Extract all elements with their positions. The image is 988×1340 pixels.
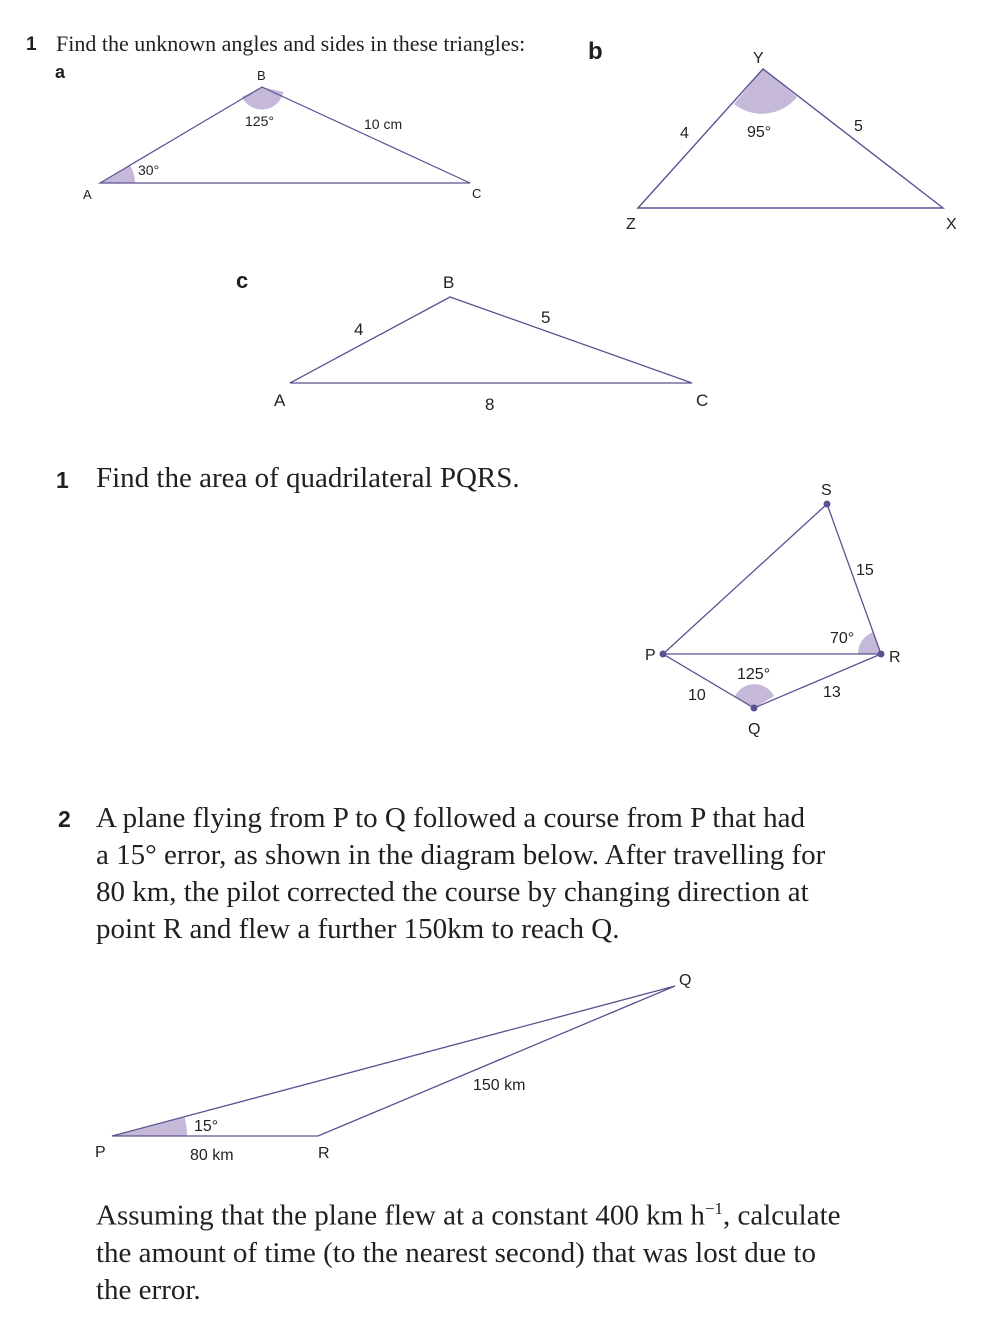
quad-vertex-r: R — [889, 649, 901, 666]
question-2-line-2: a 15° error, as shown in the diagram below. After travelling for — [96, 839, 826, 871]
triangle-c-side-bc-label: 5 — [541, 308, 551, 327]
triangle-a-side-bc-label: 10 cm — [364, 116, 403, 132]
triangle-c-vertex-c: C — [696, 391, 709, 410]
triangle-b-side-zy-label: 4 — [680, 125, 689, 142]
triangle-b-vertex-y: Y — [753, 50, 764, 67]
triangle-c-vertex-b: B — [443, 273, 455, 292]
followup-line-1-end: , calculate — [722, 1199, 841, 1232]
question-2-number: 2 — [58, 806, 71, 832]
question-2-line-4: point R and flew a further 150km to reach Q. — [96, 913, 620, 945]
triangle-a-diagram — [83, 68, 481, 202]
triangle-b-side-yx-label: 5 — [854, 118, 863, 135]
quad-point-q — [751, 705, 758, 712]
quad-vertex-p: P — [645, 647, 656, 664]
triangle-a-vertex-c: C — [472, 186, 482, 201]
triangle-c-side-ac-label: 8 — [485, 395, 495, 414]
quad-side-pq-label: 10 — [688, 687, 706, 704]
part-b-label: b — [588, 38, 603, 65]
quad-point-s — [824, 501, 831, 508]
quad-angle-q-marker — [735, 684, 774, 708]
quad-point-p — [660, 651, 667, 658]
flight-vertex-p: P — [95, 1144, 106, 1161]
triangle-c-outline — [290, 297, 692, 383]
question-1b-prompt: Find the area of quadrilateral PQRS. — [96, 462, 520, 494]
question-2-text — [96, 800, 825, 948]
question-1-prompt: Find the unknown angles and sides in these triangles: — [56, 31, 526, 56]
quad-vertex-s: S — [821, 482, 832, 499]
triangle-a-angle-a-label: 30° — [138, 162, 160, 178]
triangle-c-side-ab-label: 4 — [354, 320, 364, 339]
quad-vertex-q: Q — [748, 721, 761, 738]
quad-angle-r-label: 70° — [830, 630, 855, 647]
question-1b-number: 1 — [56, 467, 69, 493]
triangle-c-vertex-a: A — [274, 391, 286, 410]
triangle-a-vertex-a: A — [83, 187, 92, 202]
flight-vertex-r: R — [318, 1145, 330, 1162]
triangle-c-diagram — [274, 273, 708, 414]
flight-diagram — [95, 972, 691, 1164]
triangle-a-vertex-b: B — [257, 68, 266, 83]
triangle-a-angle-b-marker — [242, 87, 283, 110]
question-2-line-1: A plane flying from P to Q followed a course from P that had — [96, 802, 806, 834]
quad-point-r — [878, 651, 885, 658]
quad-side-sr-label: 15 — [856, 562, 874, 579]
flight-angle-p-label: 15° — [194, 1118, 219, 1135]
followup-superscript: −1 — [704, 1199, 723, 1218]
followup-line-1 — [96, 1190, 841, 1235]
part-c-label: c — [236, 268, 249, 293]
triangle-a-angle-b-label: 125° — [245, 113, 274, 129]
triangle-b-angle-y-label: 95° — [747, 124, 772, 141]
quad-side-qr-label: 13 — [823, 684, 841, 701]
quad-angle-q-label: 125° — [737, 666, 771, 683]
triangle-b-vertex-x: X — [946, 216, 957, 233]
followup-line-3: the error. — [96, 1273, 201, 1306]
question-2-line-3: 80 km, the pilot corrected the course by changing direction at — [96, 876, 809, 908]
followup-line-1-start: Assuming that the plane flew at a constant 400 km h — [96, 1199, 705, 1232]
quadrilateral-outline — [663, 504, 881, 708]
flight-vertex-q: Q — [679, 972, 692, 989]
question-2-followup — [96, 1190, 841, 1309]
flight-outline — [112, 986, 675, 1136]
triangle-b-diagram — [626, 50, 957, 233]
question-1-number: 1 — [26, 34, 37, 55]
flight-side-rq-label: 150 km — [473, 1077, 526, 1094]
part-a-label: a — [55, 62, 66, 82]
followup-line-2: the amount of time (to the nearest second) that was lost due to — [96, 1236, 816, 1269]
triangle-b-vertex-z: Z — [626, 216, 636, 233]
flight-side-pr-label: 80 km — [190, 1147, 234, 1164]
quadrilateral-diagram — [645, 482, 901, 738]
